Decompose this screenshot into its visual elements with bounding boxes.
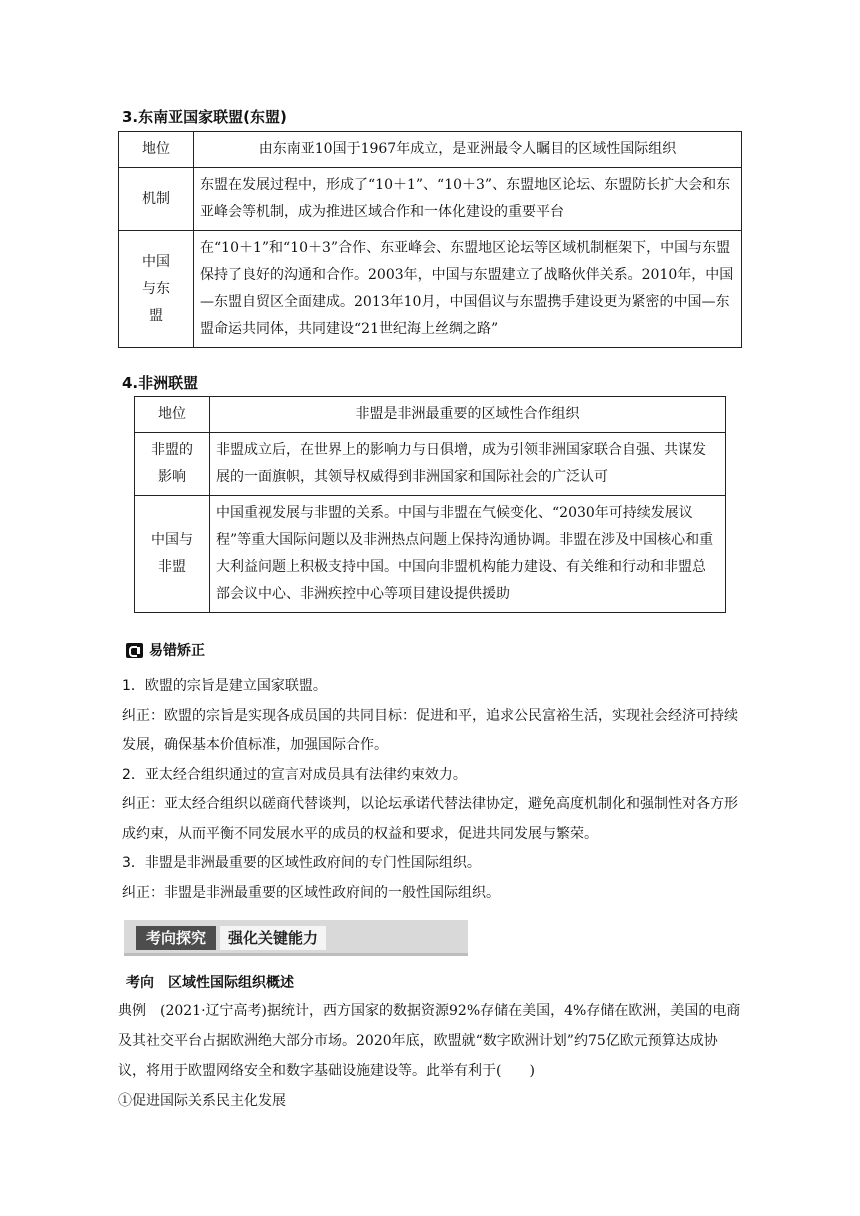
question-body <box>118 996 742 1116</box>
row-value: 中国重视发展与非盟的关系。中国与非盟在气候变化、“2030年可持续发展议程”等重大国际问题以及非洲热点问题上保持沟通协调。非盟在涉及中国核心和重大利益问题上积极支持中国。中国向非盟机构能力建设、有关维和行动和非盟总部会议中心、非洲疾控中心等项目建设提供援助 <box>210 496 726 613</box>
section-banner <box>124 920 468 956</box>
row-value: 非盟是非洲最重要的区域性合作组织 <box>210 397 726 433</box>
asean-table <box>118 131 742 348</box>
question-stem: 典例 (2021·辽宁高考)据统计，西方国家的数据资源92%存储在美国，4%存储在欧洲，美国的电商及其社交平台占据欧洲绝大部分市场。2020年底，欧盟就“数字欧洲计划”约75亿欧元预算达成协议，将用于欧盟网络安全和数字基础设施建设等。此举有利于( ) <box>118 1003 741 1079</box>
au-table <box>134 396 726 613</box>
row-value: 东盟在发展过程中，形成了“10＋1”、“10＋3”、东盟地区论坛、东盟防长扩大会和东亚峰会等机制，成为推进区域合作和一体化建设的重要平台 <box>194 168 742 231</box>
row-key: 机制 <box>119 168 194 231</box>
table-row <box>135 433 726 496</box>
table-row <box>119 231 742 348</box>
asean-section-title: 3.东南亚国家联盟(东盟) <box>122 108 287 126</box>
row-value: 在“10＋1”和“10＋3”合作、东亚峰会、东盟地区论坛等区域机制框架下，中国与东盟保持了良好的沟通和合作。2003年，中国与东盟建立了战略伙伴关系。2010年，中国—东盟自贸区全面建成。2013年10月，中国倡议与东盟携手建设更为紧密的中国—东盟命运共同体，共同建设“21世纪海上丝绸之路” <box>194 231 742 348</box>
errata-item: 2．亚太经合组织通过的宣言对成员具有法律约束效力。 <box>122 766 467 783</box>
row-key: 非盟的影响 <box>135 433 210 496</box>
banner-dark-label: 考向探究 <box>136 926 216 950</box>
row-key: 中国与非盟 <box>135 496 210 613</box>
errata-item: 1．欧盟的宗旨是建立国家联盟。 <box>122 678 327 694</box>
row-key: 地位 <box>135 397 210 433</box>
table-row <box>119 132 742 168</box>
question-title: 考向 区域性国际组织概述 <box>126 975 294 991</box>
banner-light-label: 强化关键能力 <box>220 926 326 950</box>
errata-item: 纠正：非盟是非洲最重要的区域性政府间的一般性国际组织。 <box>122 884 500 901</box>
errata-list <box>122 672 742 908</box>
table-row <box>119 168 742 231</box>
row-key: 中国与东盟 <box>119 231 194 348</box>
table-row <box>135 397 726 433</box>
row-value: 非盟成立后，在世界上的影响力与日俱增，成为引领非洲国家联合自强、共谋发展的一面旗帜，其领导权威得到非洲国家和国际社会的广泛认可 <box>210 433 726 496</box>
errata-item: 纠正：亚太经合组织以磋商代替谈判，以论坛承诺代替法律协定，避免高度机制化和强制性对各方形成约束，从而平衡不同发展水平的成员的权益和要求，促进共同发展与繁荣。 <box>122 796 738 842</box>
question-option: ①促进国际关系民主化发展 <box>118 1093 286 1109</box>
row-value: 由东南亚10国于1967年成立，是亚洲最令人瞩目的区域性国际组织 <box>194 132 742 168</box>
errata-heading <box>126 640 205 660</box>
au-section-title: 4.非洲联盟 <box>122 374 199 392</box>
errata-item: 3．非盟是非洲最重要的区域性政府间的专门性国际组织。 <box>122 855 481 871</box>
errata-item: 纠正：欧盟的宗旨是实现各成员国的共同目标：促进和平，追求公民富裕生活，实现社会经济可持续发展，确保基本价值标准，加强国际合作。 <box>122 707 738 753</box>
row-key: 地位 <box>119 132 194 168</box>
table-row <box>135 496 726 613</box>
correction-icon <box>126 643 143 658</box>
errata-heading-label: 易错矫正 <box>149 643 205 659</box>
